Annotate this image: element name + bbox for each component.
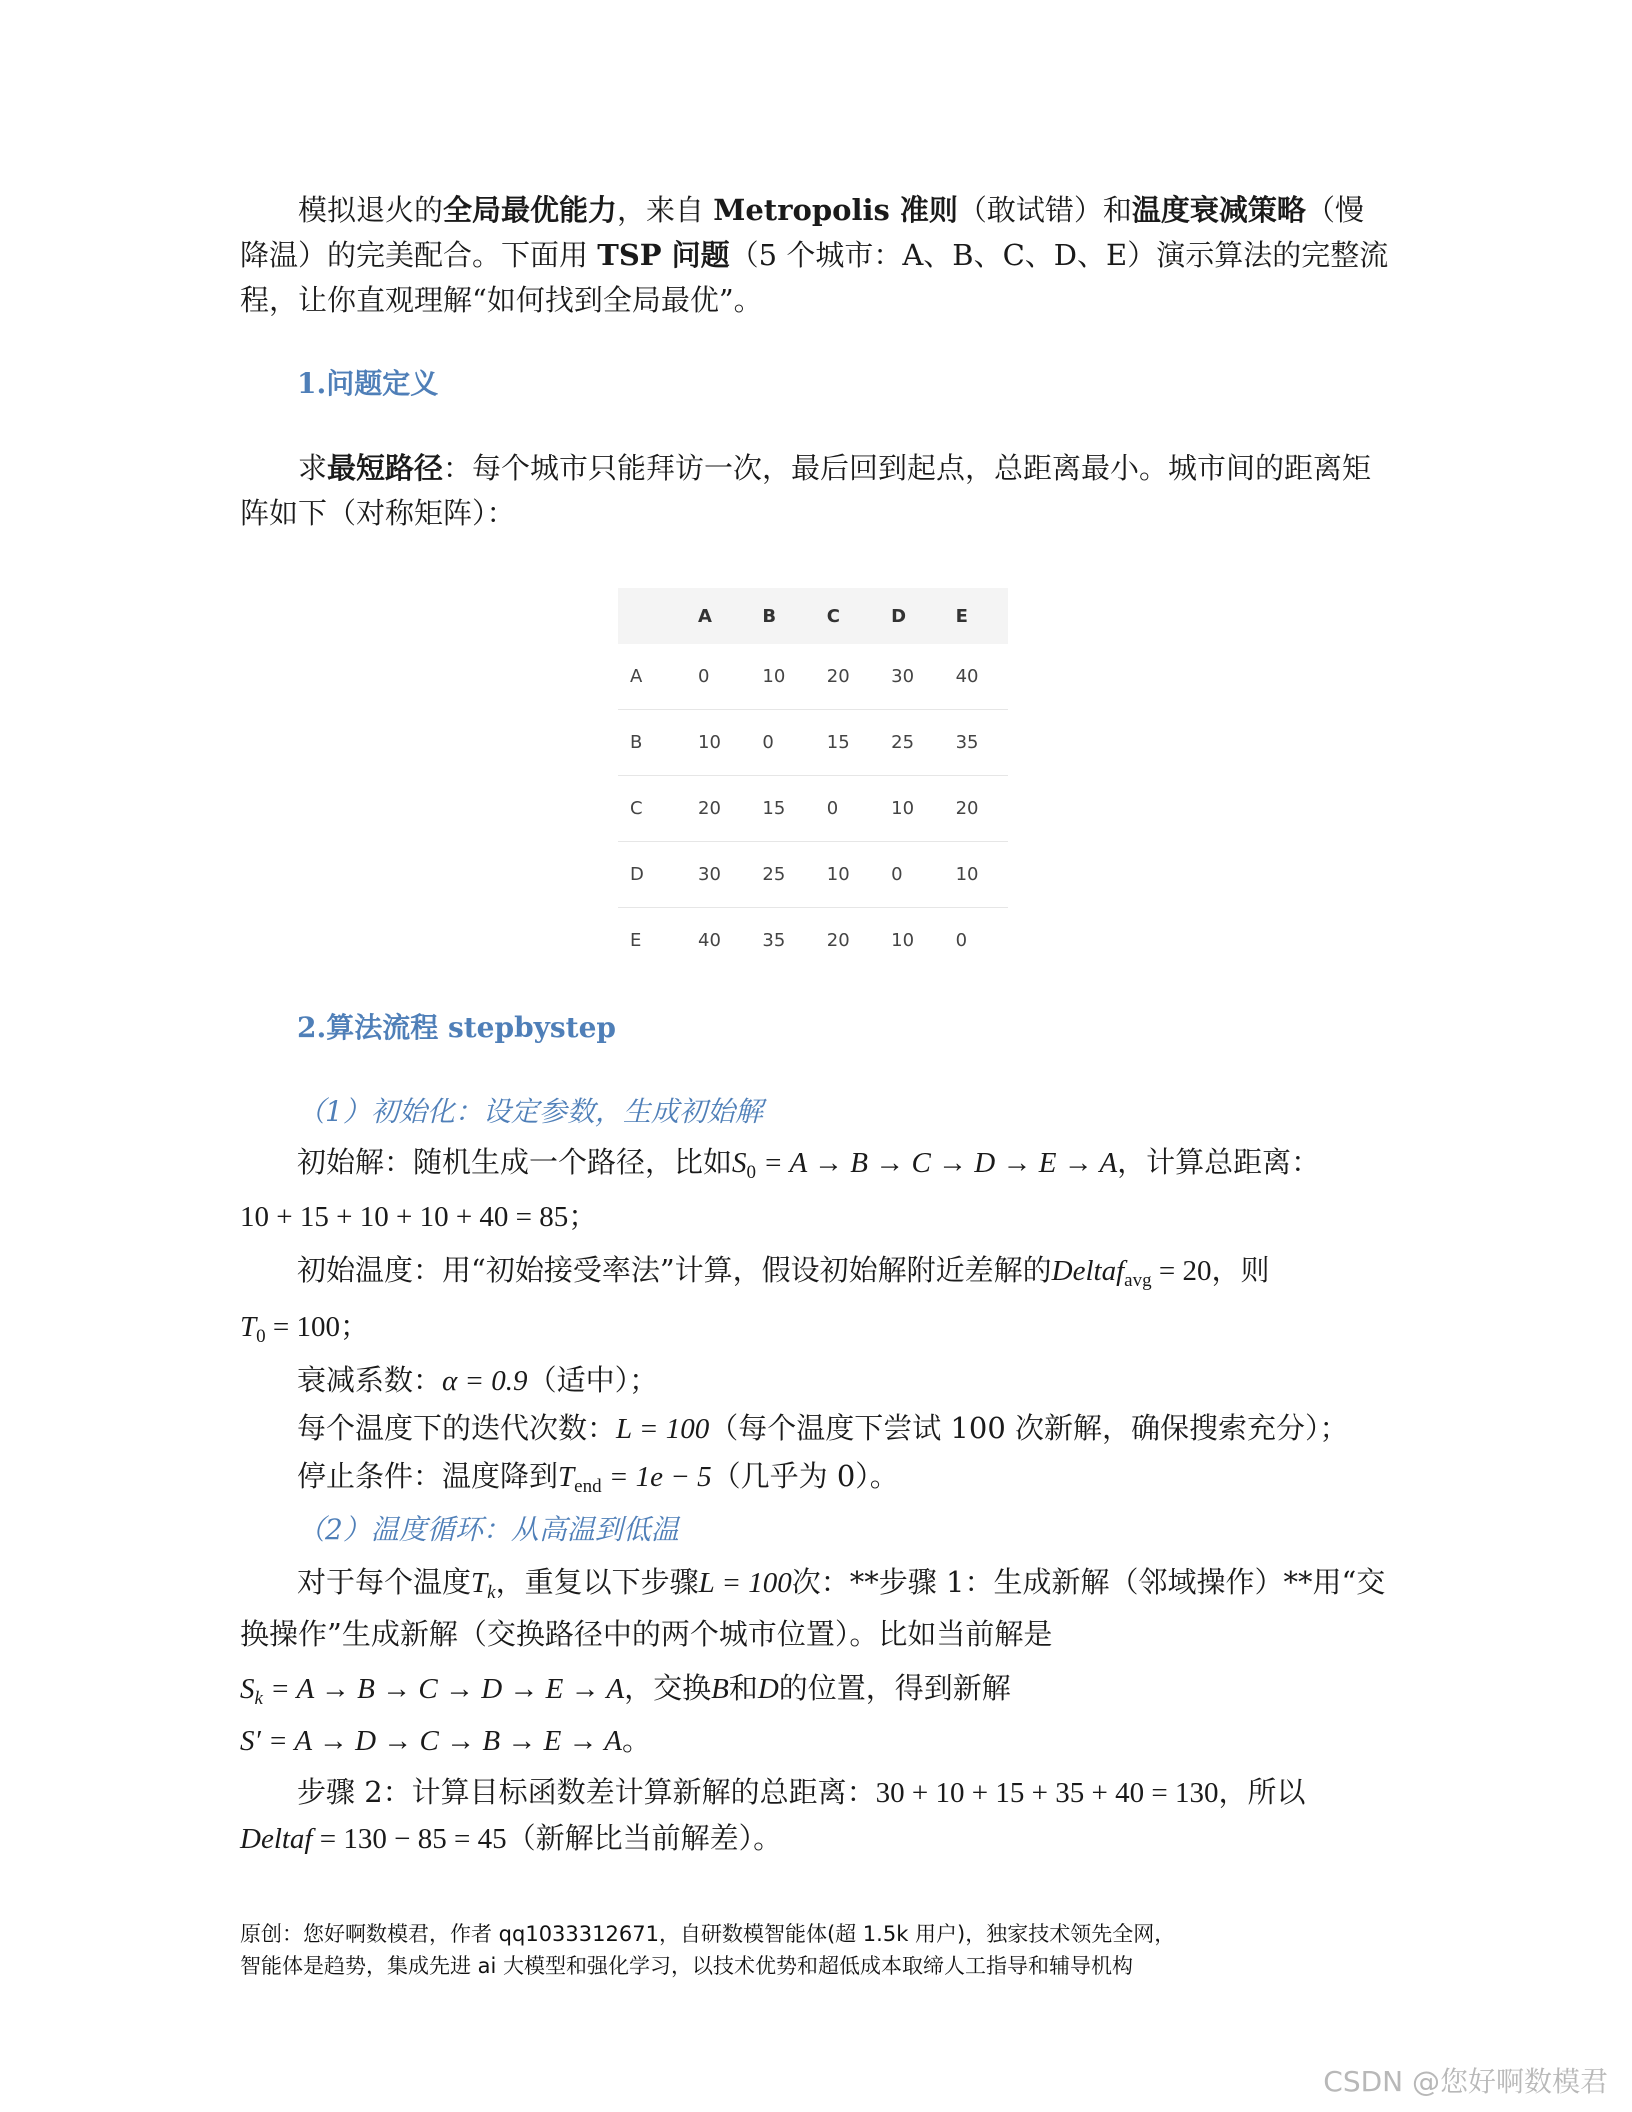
intro-text-4: （慢降温）的完美配合。下面用 — [240, 193, 1364, 272]
sk-city-b: B — [711, 1673, 729, 1705]
subsection-initialization: （1）初始化：设定参数，生成初始解 — [297, 1095, 763, 1128]
intro-text-5: （5 个城市：A、B、C、D、E）演示算法的完整流程，让你直观理解“如何找到全局最优”。 — [240, 238, 1389, 317]
footer-line-2: 智能体是趋势，集成先进 ai 大模型和强化学习，以技术优势和超低成本取缔人工指导和辅导机构 — [240, 1954, 1134, 1978]
matrix-row — [618, 908, 1008, 974]
sk-city-d: D — [757, 1673, 779, 1705]
decay-coefficient-line — [297, 1360, 658, 1401]
matrix-row-label: D — [618, 842, 686, 908]
matrix-row-label: B — [618, 710, 686, 776]
step2-text-2: ，所以 — [1218, 1775, 1306, 1809]
matrix-cell: 40 — [698, 930, 721, 951]
loop-line-2: 换操作”生成新解（交换路径中的两个城市位置）。比如当前解是 — [240, 1617, 1053, 1651]
matrix-row — [618, 842, 1008, 908]
matrix-cell: 0 — [750, 710, 814, 776]
init-subscript: 0 — [746, 1162, 757, 1183]
matrix-row-label: A — [618, 644, 686, 710]
loop-value: L = 100 — [698, 1567, 792, 1599]
matrix-cell: 20 — [944, 776, 1008, 842]
new-solution-line — [240, 1720, 651, 1761]
section1-heading: 1.问题定义 — [297, 367, 439, 400]
initial-temperature-line — [297, 1250, 1269, 1291]
matrix-cell: 15 — [750, 776, 814, 842]
init-text-2: ，计算总距离： — [1117, 1145, 1321, 1179]
sp-end: 。 — [621, 1723, 651, 1757]
sk-route: = A → B → C → D → E → A — [262, 1673, 625, 1705]
loop-text-3: 次：**步骤 1：生成新解（邻域操作）**用“交 — [791, 1565, 1386, 1599]
matrix-cell: 10 — [815, 842, 879, 908]
matrix-row-label: C — [618, 776, 686, 842]
iterations-line — [297, 1408, 1349, 1449]
matrix-cell: 10 — [750, 644, 814, 710]
matrix-row-label: E — [630, 930, 642, 951]
stop-subscript: end — [574, 1476, 602, 1497]
section2-heading: 2.算法流程 stepbystep — [297, 1011, 617, 1044]
step2-sum: 30 + 10 + 15 + 35 + 40 = 130 — [875, 1777, 1219, 1809]
temp-symbol: Deltaf — [1051, 1255, 1125, 1287]
matrix-header-row — [618, 588, 1008, 644]
matrix-cell: 25 — [879, 710, 943, 776]
matrix-cell: 10 — [891, 930, 915, 951]
footer-note — [240, 1918, 1390, 1982]
current-solution-line — [240, 1668, 1011, 1709]
delta-line — [240, 1818, 782, 1859]
matrix-col-header: B — [750, 588, 814, 644]
intro-bold-3: 温度衰减策略 — [1131, 193, 1306, 227]
matrix-row — [618, 644, 1008, 710]
temp-text: 初始温度：用“初始接受率法”计算，假设初始解附近差解的 — [297, 1253, 1052, 1287]
intro-paragraph — [240, 188, 1390, 323]
matrix-cell: 25 — [750, 842, 814, 908]
stop-text-2: （几乎为 0）。 — [711, 1459, 899, 1493]
distance-matrix — [618, 588, 1008, 973]
matrix-cell: 20 — [686, 776, 750, 842]
matrix-row — [618, 776, 1008, 842]
iter-text: 每个温度下的迭代次数： — [297, 1411, 617, 1445]
matrix-cell: 10 — [879, 776, 943, 842]
init-end: ； — [568, 1199, 598, 1233]
section1-text-2: ：每个城市只能拜访一次，最后回到起点，总距离最小。城市间的距离矩阵如下（对称矩阵）： — [240, 451, 1372, 530]
matrix-corner — [618, 588, 686, 644]
matrix-cell: 30 — [686, 842, 750, 908]
matrix-cell: 20 — [826, 930, 850, 951]
loop-line-1 — [297, 1562, 1385, 1603]
step2-line — [297, 1772, 1305, 1813]
iter-text-2: （每个温度下尝试 100 次新解，确保搜索充分）； — [709, 1411, 1349, 1445]
matrix-cell: 35 — [762, 930, 786, 951]
section1-text-1: 求 — [298, 451, 328, 485]
matrix-cell: 0 — [815, 776, 879, 842]
intro-text-2: ，来自 — [617, 193, 714, 227]
intro-bold-4: TSP 问题 — [597, 238, 730, 272]
section1-paragraph — [240, 446, 1390, 536]
temp-value: = 20 — [1151, 1255, 1212, 1287]
iter-value: L = 100 — [616, 1413, 710, 1445]
stop-value: = 1e − 5 — [601, 1461, 712, 1493]
intro-bold-1: 全局最优能力 — [443, 193, 618, 227]
matrix-cell: 0 — [686, 644, 750, 710]
subsection-temperature-loop: （2）温度循环：从高温到低温 — [297, 1513, 679, 1546]
matrix-cell: 35 — [944, 710, 1008, 776]
init-route: = A → B → C → D → E → A — [756, 1147, 1118, 1179]
stop-condition-line — [297, 1456, 899, 1497]
stop-symbol: T — [558, 1461, 575, 1493]
matrix-cell: 40 — [944, 644, 1008, 710]
t0-subscript: 0 — [256, 1326, 266, 1347]
init-symbol: S — [732, 1147, 747, 1179]
csdn-watermark: CSDN @您好啊数模君 — [1323, 2065, 1608, 2098]
temp-text-2: ，则 — [1211, 1253, 1270, 1287]
loop-subscript: k — [487, 1582, 496, 1603]
t0-symbol: T — [240, 1311, 257, 1343]
matrix-cell: 15 — [815, 710, 879, 776]
matrix-row — [618, 710, 1008, 776]
sk-subscript: k — [254, 1688, 263, 1709]
matrix-col-header: C — [815, 588, 879, 644]
sk-text: ，交换 — [624, 1671, 712, 1705]
delta-value: = 130 − 85 = 45 — [312, 1823, 507, 1855]
loop-symbol: T — [471, 1567, 488, 1599]
section1-bold-1: 最短路径 — [327, 451, 444, 485]
footer-line-1: 原创：您好啊数模君，作者 qq1033312671，自研数模智能体(超 1.5k 用户)，独家技术领先全网， — [240, 1922, 1176, 1946]
loop-text: 对于每个温度 — [297, 1565, 472, 1599]
t0-line — [240, 1306, 369, 1347]
matrix-cell: 10 — [686, 710, 750, 776]
temp-subscript: avg — [1124, 1270, 1152, 1291]
sp-route: S′ = A → D → C → B → E → A — [240, 1725, 622, 1757]
matrix-cell: 30 — [879, 644, 943, 710]
stop-text: 停止条件：温度降到 — [297, 1459, 559, 1493]
sk-symbol: S — [240, 1673, 255, 1705]
sk-text-3: 的位置，得到新解 — [778, 1671, 1011, 1705]
alpha-value: α = 0.9 — [442, 1365, 528, 1397]
matrix-cell: 10 — [944, 842, 1008, 908]
init-sum: 10 + 15 + 10 + 10 + 40 = 85 — [240, 1201, 569, 1233]
matrix-cell: 20 — [815, 644, 879, 710]
sk-text-2: 和 — [728, 1671, 758, 1705]
matrix-col-header: D — [879, 588, 943, 644]
init-text: 初始解：随机生成一个路径，比如 — [297, 1145, 733, 1179]
loop-text-2: ，重复以下步骤 — [495, 1565, 699, 1599]
matrix-cell: 0 — [879, 842, 943, 908]
matrix-cell: 0 — [955, 930, 968, 951]
delta-text: （新解比当前解差）。 — [506, 1821, 783, 1855]
delta-symbol: Deltaf — [240, 1823, 313, 1855]
initial-solution-line — [297, 1142, 1320, 1183]
alpha-text-2: （适中）； — [527, 1363, 659, 1397]
t0-end: ； — [340, 1309, 370, 1343]
intro-bold-2: Metropolis 准则 — [713, 193, 958, 227]
matrix-col-header: E — [944, 588, 1008, 644]
matrix-col-header: A — [686, 588, 750, 644]
intro-text-1: 模拟退火的 — [298, 193, 444, 227]
step2-text: 步骤 2：计算目标函数差计算新解的总距离： — [297, 1775, 876, 1809]
t0-value: = 100 — [265, 1311, 340, 1343]
initial-distance-line — [240, 1196, 597, 1237]
intro-text-3: （敢试错）和 — [957, 193, 1132, 227]
alpha-text: 衰减系数： — [297, 1363, 443, 1397]
